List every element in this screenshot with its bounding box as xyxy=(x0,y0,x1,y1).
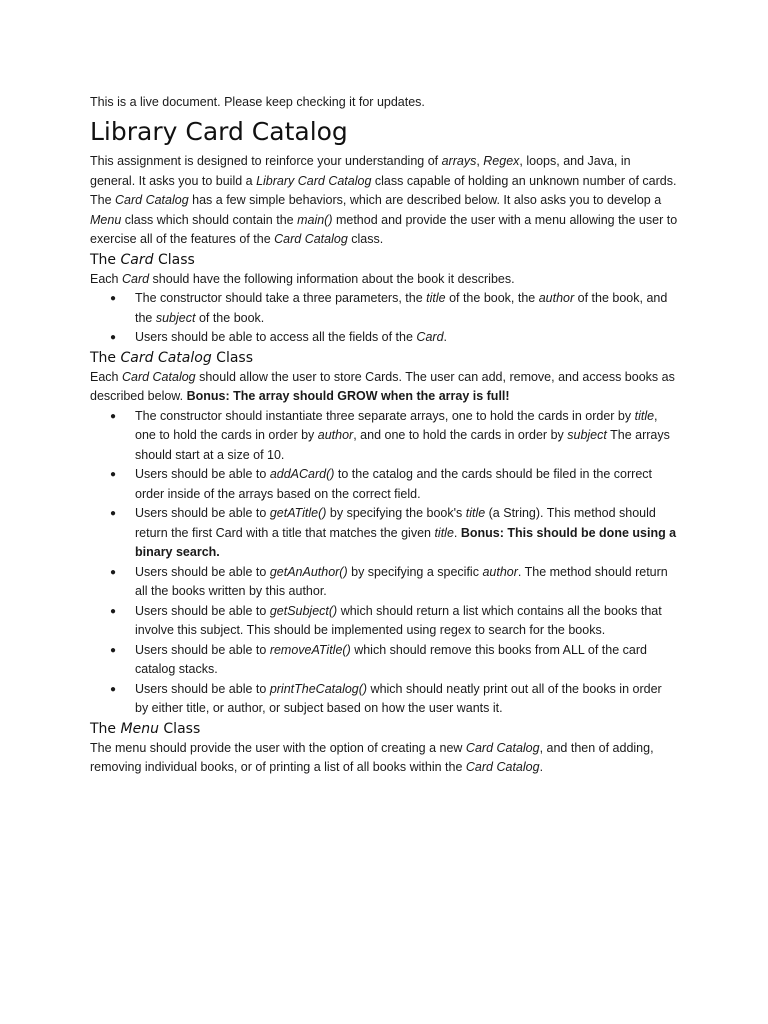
document-title: Library Card Catalog xyxy=(90,117,348,146)
bullet-icon: ● xyxy=(110,508,117,519)
list-item: ● Users should be able to getATitle() by specifying the book's title (a String). This method should return the first Card with a title that matches the given title. Bonus: This should be done using a binary search. xyxy=(110,506,677,559)
menu-class-description: The menu should provide the user with the option of creating a new Card Catalog, and then of adding, removing individual books, or of printing a list of all books within the Card Catalog. xyxy=(90,740,654,774)
menu-class-heading: The Menu Class xyxy=(90,720,201,737)
list-item: ● Users should be able to addACard() to the catalog and the cards should be filed in the correct order inside of the arrays based on the correct field. xyxy=(110,467,652,501)
list-item: ● Users should be able to getSubject() which should return a list which contains all the books that involve this subject. This should be implemented using regex to search for the books. xyxy=(110,603,662,637)
live-document-notice: This is a live document. Please keep checking it for updates. xyxy=(90,95,425,109)
card-catalog-class-description: Each Card Catalog should allow the user to store Cards. The user can add, remove, and access books as described below. Bonus: The array should GROW when the array is full! xyxy=(90,369,675,403)
list-item: ● Users should be able to printTheCatalog() which should neatly print out all of the books in order by either title, or author, or subject based on how the user wants it. xyxy=(110,681,662,715)
list-item: ● The constructor should take a three parameters, the title of the book, the author of the book, and the subject of the book. xyxy=(110,291,668,325)
list-item: ● The constructor should instantiate three separate arrays, one to hold the cards in order by title, one to hold the cards in order by author, and one to hold the cards in order by subject The arrays should start at a size of 10. xyxy=(110,408,670,462)
list-item: ● Users should be able to removeATitle() which should remove this books from ALL of the card catalog stacks. xyxy=(110,642,647,676)
bullet-icon: ● xyxy=(110,605,117,617)
bullet-icon: ● xyxy=(110,332,117,343)
card-class-heading: The Card Class xyxy=(90,251,195,268)
intro-paragraph: This assignment is designed to reinforce your understanding of arrays, Regex, loops, and Java, in general. It asks you to build a Library Card Catalog class capable of holding an unknown number of cards. The Card Catalog has a few simple behaviors, which are described below. It also asks you to develop a Menu class which should contain the main() method and provide the user with a menu allowing the user to exercise all of the features of the Card Catalog class. xyxy=(90,154,678,246)
bullet-icon: ● xyxy=(110,683,117,695)
card-class-list xyxy=(90,289,678,348)
card-catalog-class-list xyxy=(90,407,678,719)
bullet-icon: ● xyxy=(110,410,117,422)
list-item: ● Users should be able to getAnAuthor() by specifying a specific author. The method should return all the books written by this author. xyxy=(110,564,668,598)
list-item: ● Users should be able to access all the fields of the Card. xyxy=(90,328,678,348)
bullet-icon: ● xyxy=(110,469,117,480)
card-catalog-class-heading: The Card Catalog Class xyxy=(90,349,254,366)
bullet-icon: ● xyxy=(110,644,117,656)
card-class-description: Each Card should have the following information about the book it describes. xyxy=(90,271,515,286)
bullet-icon: ● xyxy=(110,293,117,304)
bullet-icon: ● xyxy=(110,566,117,578)
